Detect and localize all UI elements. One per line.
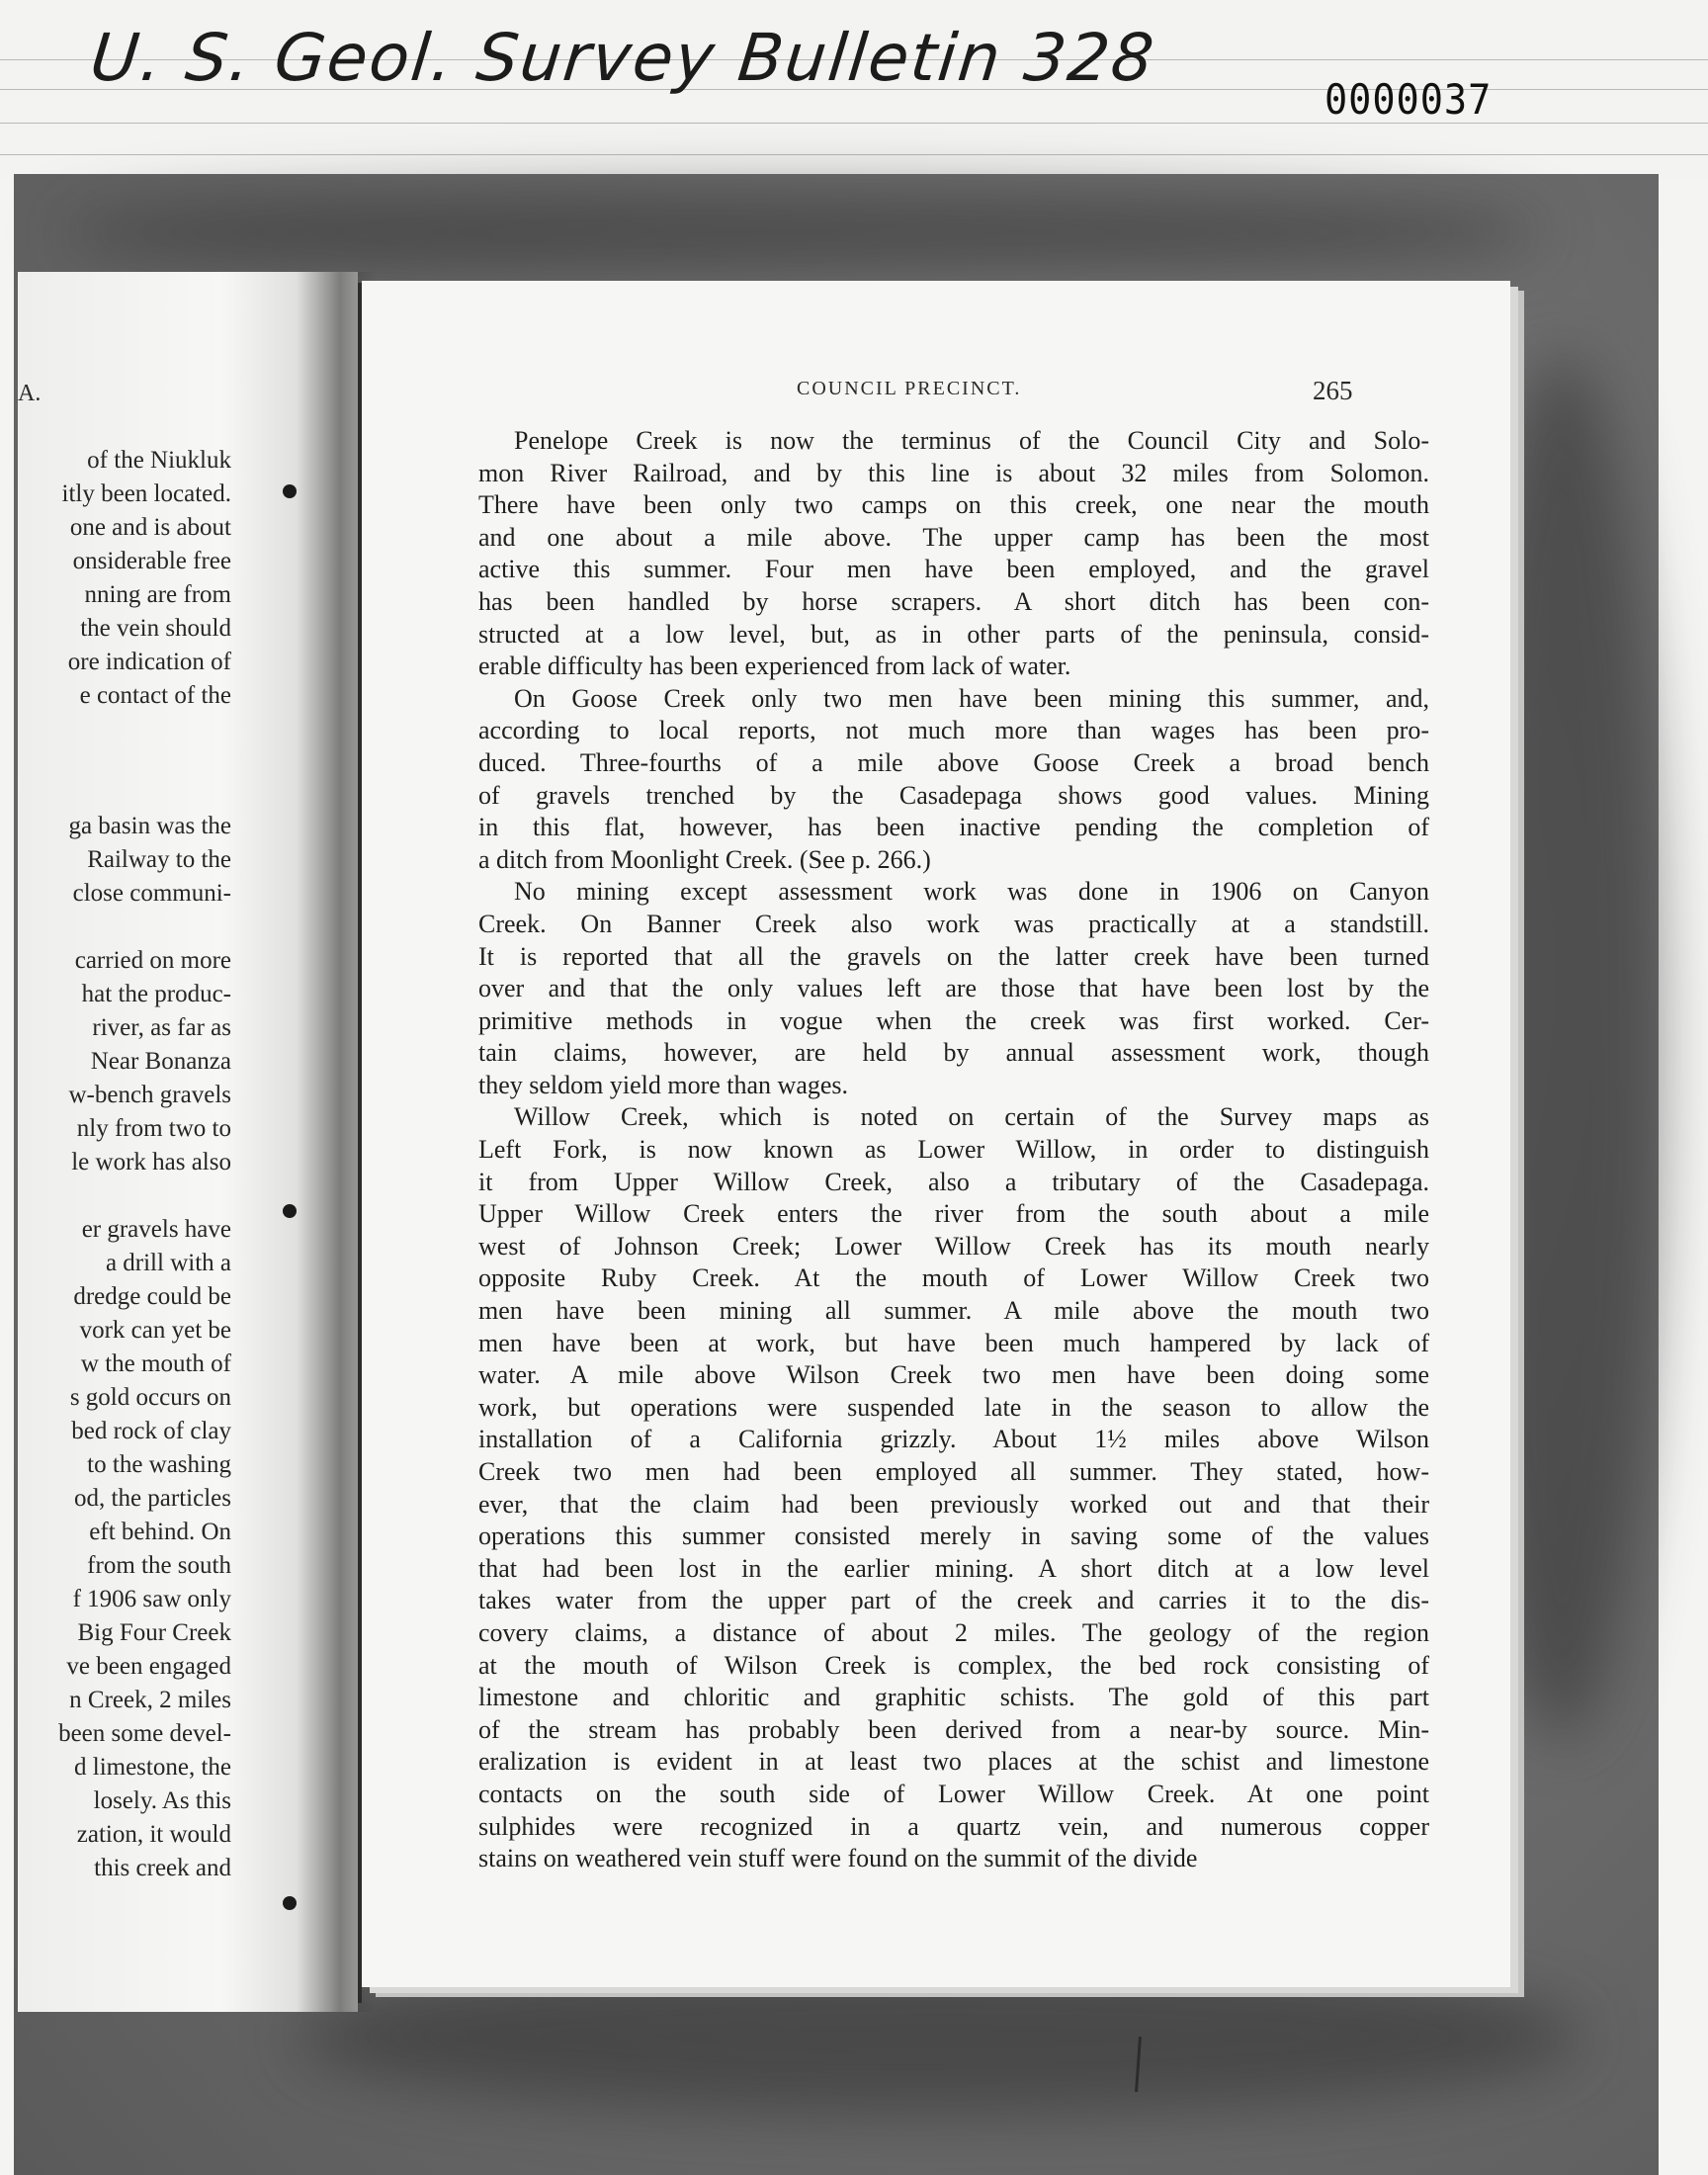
text-line: of gravels trenched by the Casadepaga shows good values. Mining (478, 780, 1429, 810)
text-line: active this summer. Four men have been employed, and the gravel (478, 555, 1429, 584)
left-text-line: ore indication of (67, 649, 231, 675)
left-text-line: bed rock of clay (71, 1418, 231, 1444)
left-text-line: the vein should (80, 615, 231, 642)
left-text-line: vork can yet be (79, 1317, 231, 1344)
document-number-stamp: 0000037 (1324, 75, 1493, 124)
left-running-head: A. (18, 381, 42, 406)
text-line: mon River Railroad, and by this line is about 32 miles from Solomon. (478, 458, 1429, 487)
left-text-line: close communi- (72, 880, 231, 907)
left-text-line: a drill with a (105, 1250, 231, 1276)
left-text-line: d limestone, the (74, 1754, 231, 1781)
text-line: opposite Ruby Creek. At the mouth of Lower Willow Creek two (478, 1263, 1429, 1293)
left-text-line: w the mouth of (80, 1350, 231, 1377)
text-line: contacts on the south side of Lower Willow Creek. At one point (478, 1779, 1429, 1808)
text-line: stains on weathered vein stuff were found on the summit of the divide (478, 1844, 1198, 1873)
text-line: Upper Willow Creek enters the river from the south about a mile (478, 1199, 1429, 1229)
text-line: structed at a low level, but, as in other parts of the peninsula, consid- (478, 619, 1429, 649)
left-text-line: river, as far as (92, 1014, 231, 1041)
text-line: and one about a mile above. The upper camp has been the most (478, 522, 1429, 552)
left-text-line: ve been engaged (66, 1653, 231, 1680)
text-line: duced. Three-fourths of a mile above Goose Creek a broad bench (478, 747, 1429, 777)
text-line: Willow Creek, which is noted on certain of the Survey maps as (514, 1102, 1429, 1132)
left-text-line: dredge could be (73, 1283, 231, 1310)
running-head (362, 378, 1510, 407)
paragraph (478, 1101, 1429, 1874)
left-text-line: been some devel- (58, 1720, 231, 1747)
left-text-line: nning are from (84, 581, 231, 608)
text-line: of the stream has probably been derived from a near-by source. Min- (478, 1714, 1429, 1744)
left-text-line: n Creek, 2 miles (69, 1687, 231, 1713)
body-text (478, 425, 1429, 1875)
text-line: has been handled by horse scrapers. A short ditch has been con- (478, 586, 1429, 616)
left-text-line: itly been located. (61, 480, 231, 507)
ruled-line (0, 154, 1708, 155)
left-text-line: zation, it would (76, 1821, 231, 1848)
text-line: ever, that the claim had been previously worked out and that their (478, 1489, 1429, 1519)
stitch-hole (283, 484, 297, 498)
left-text-line: of the Niukluk (87, 447, 231, 474)
left-text-line: f 1906 saw only (72, 1586, 231, 1612)
paragraph (478, 876, 1429, 1101)
text-line: over and that the only values left are those that have been lost by the (478, 974, 1429, 1003)
scan-shadow (59, 188, 1542, 277)
left-text-line: to the washing (87, 1451, 231, 1478)
text-line: it from Upper Willow Creek, also a tributary of the Casadepaga. (478, 1167, 1429, 1196)
left-text-line: losely. As this (93, 1787, 231, 1814)
left-text-line: from the south (87, 1552, 231, 1579)
text-line: erable difficulty has been experienced from lack of water. (478, 652, 1071, 681)
text-line: Left Fork, is now known as Lower Willow, in order to distinguish (478, 1135, 1429, 1165)
text-line: limestone and chloritic and graphitic schists. The gold of this part (478, 1683, 1429, 1712)
left-text-line: this creek and (94, 1855, 231, 1881)
text-line: operations this summer consisted merely in saving some of the values (478, 1522, 1429, 1551)
page-number: 265 (1313, 376, 1353, 405)
text-line: installation of a California grizzly. About 1½ miles above Wilson (478, 1425, 1429, 1454)
left-text-line: w-bench gravels (68, 1082, 231, 1108)
stitch-hole (283, 1896, 297, 1910)
text-line: primitive methods in vogue when the creek was first worked. Cer- (478, 1005, 1429, 1035)
left-text-line: Railway to the (87, 846, 231, 873)
left-text-line: eft behind. On (89, 1519, 231, 1545)
text-line: men have been mining all summer. A mile above the mouth two (478, 1296, 1429, 1326)
right-page (362, 281, 1510, 1987)
left-text-line: onsiderable free (72, 548, 231, 574)
left-text-line: one and is about (69, 514, 231, 541)
left-text-line: nly from two to (76, 1115, 231, 1142)
left-text-line: Near Bonanza (90, 1048, 231, 1075)
left-text-line: Big Four Creek (77, 1619, 231, 1646)
left-text-line: le work has also (71, 1149, 231, 1175)
catalogue-header-strip (0, 0, 1708, 178)
text-line: work, but operations were suspended late in the season to allow the (478, 1392, 1429, 1422)
text-line: according to local reports, not much more than wages has been pro- (478, 716, 1429, 745)
text-line: that had been lost in the earlier mining. A short ditch at a low level (478, 1553, 1429, 1583)
left-text-line: er gravels have (81, 1216, 231, 1243)
text-line: they seldom yield more than wages. (478, 1070, 849, 1099)
text-line: Creek. On Banner Creek also work was practically at a standstill. (478, 909, 1429, 938)
left-text-line: s gold occurs on (69, 1384, 231, 1411)
stitch-hole (283, 1204, 297, 1218)
text-line: water. A mile above Wilson Creek two men have been doing some (478, 1360, 1429, 1390)
left-text-line: ga basin was the (68, 813, 231, 839)
paragraph (478, 683, 1429, 877)
left-text-line: carried on more (74, 947, 231, 974)
text-line: Penelope Creek is now the terminus of the Council City and Solo- (514, 426, 1429, 455)
text-line: takes water from the upper part of the creek and carries it to the dis- (478, 1586, 1429, 1615)
text-line: Creek two men had been employed all summer. They stated, how- (478, 1457, 1429, 1486)
left-text-line: od, the particles (74, 1485, 231, 1512)
text-line: covery claims, a distance of about 2 miles. The geology of the region (478, 1617, 1429, 1647)
text-line: at the mouth of Wilson Creek is complex, the bed rock consisting of (478, 1650, 1429, 1680)
text-line: No mining except assessment work was done in 1906 on Canyon (514, 877, 1429, 907)
text-line: tain claims, however, are held by annual assessment work, though (478, 1038, 1429, 1068)
text-line: There have been only two camps on this creek, one near the mouth (478, 490, 1429, 520)
paragraph (478, 425, 1429, 683)
text-line: a ditch from Moonlight Creek. (See p. 266.) (478, 844, 931, 874)
text-line: It is reported that all the gravels on the latter creek have been turned (478, 941, 1429, 971)
left-text-line: hat the produc- (81, 981, 231, 1007)
text-line: On Goose Creek only two men have been mining this summer, and, (514, 683, 1429, 713)
text-line: eralization is evident in at least two places at the schist and limestone (478, 1747, 1429, 1777)
handwritten-title: U. S. Geol. Survey Bulletin 328 (86, 20, 1159, 96)
running-title: COUNCIL PRECINCT. (797, 378, 1022, 399)
text-line: west of Johnson Creek; Lower Willow Creek has its mouth nearly (478, 1231, 1429, 1261)
text-line: sulphides were recognized in a quartz vein, and numerous copper (478, 1811, 1429, 1841)
text-line: men have been at work, but have been much hampered by lack of (478, 1328, 1429, 1357)
text-line: in this flat, however, has been inactive pending the completion of (478, 813, 1429, 842)
left-text-line: e contact of the (79, 682, 231, 709)
